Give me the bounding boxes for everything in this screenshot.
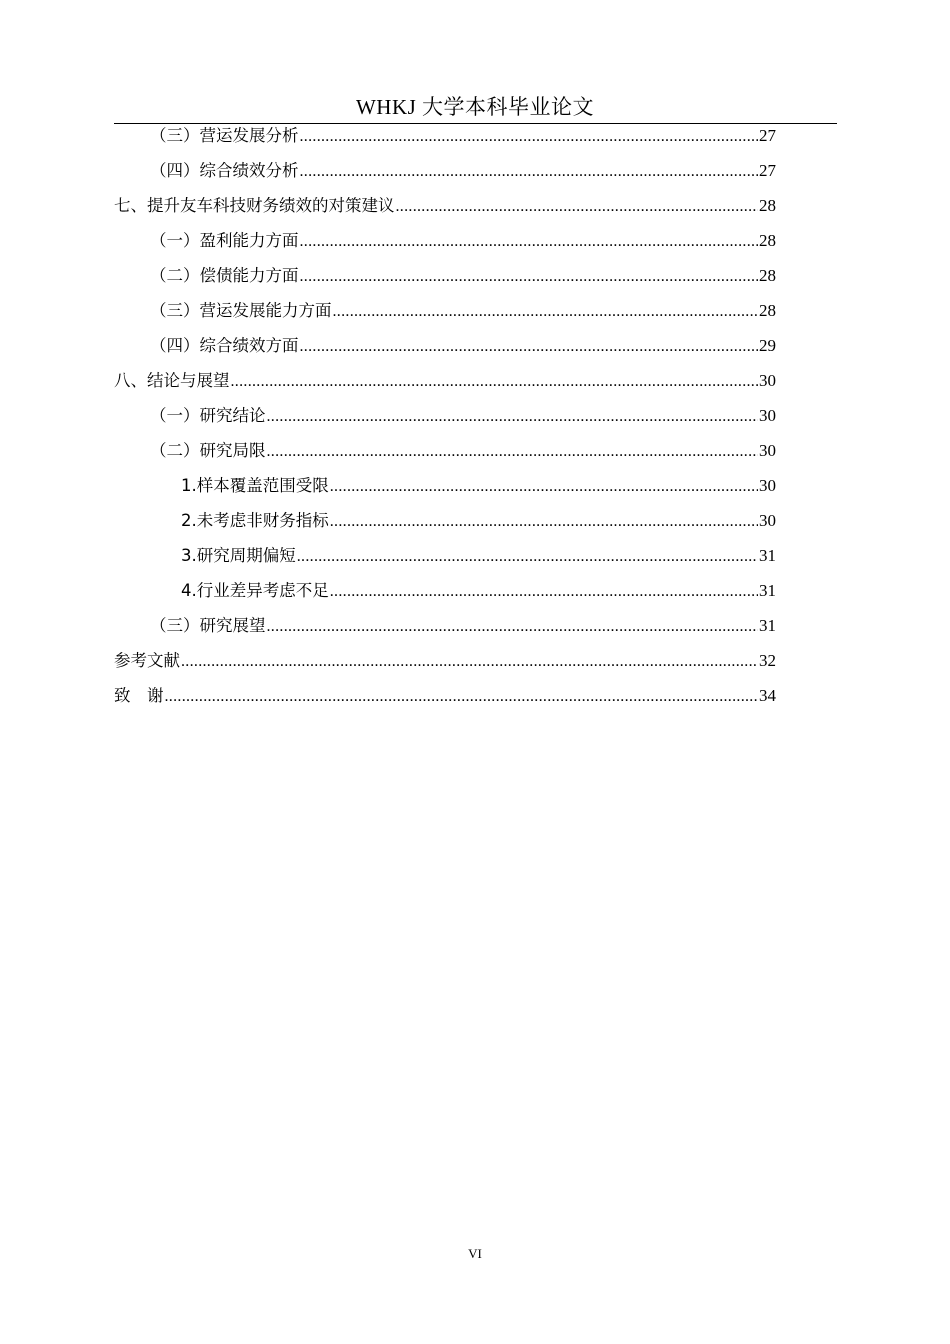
toc-entry-page: 27 — [759, 126, 776, 145]
toc-entry[interactable] — [114, 678, 776, 713]
running-header-title: WHKJ 大学本科毕业论文 — [355, 95, 595, 119]
toc-dot-leader — [165, 679, 759, 714]
toc-dot-leader — [300, 119, 759, 154]
toc-dot-leader — [333, 294, 759, 329]
toc-entry-page: 34 — [759, 686, 776, 705]
toc-entry-label: （四）综合绩效分析 — [150, 161, 299, 180]
toc-entry-page: 28 — [759, 196, 776, 215]
toc-entry-label: 致 谢 — [114, 686, 164, 705]
toc-dot-leader — [267, 434, 759, 469]
toc-dot-leader — [396, 189, 759, 224]
toc-entry-label: 八、结论与展望 — [114, 371, 230, 390]
toc-entry[interactable] — [114, 538, 776, 573]
toc-entry-page: 27 — [759, 161, 776, 180]
toc-entry[interactable] — [114, 398, 776, 433]
toc-entry-label: 1.样本覆盖范围受限 — [181, 476, 329, 495]
toc-entry-label: 3.研究周期偏短 — [181, 546, 296, 565]
toc-dot-leader — [300, 224, 759, 259]
toc-entry-label: （二）研究局限 — [150, 441, 266, 460]
toc-dot-leader — [267, 609, 759, 644]
toc-entry-page: 30 — [759, 371, 776, 390]
toc-entry[interactable] — [114, 153, 776, 188]
toc-dot-leader — [300, 329, 759, 364]
table-of-contents — [114, 118, 776, 713]
toc-entry[interactable] — [114, 223, 776, 258]
toc-entry-label: （四）综合绩效方面 — [150, 336, 299, 355]
toc-entry-label: （二）偿债能力方面 — [150, 266, 299, 285]
toc-entry-page: 28 — [759, 231, 776, 250]
page-number: VI — [468, 1246, 482, 1261]
toc-entry-label: 七、提升友车科技财务绩效的对策建议 — [114, 196, 395, 215]
toc-entry-page: 32 — [759, 651, 776, 670]
toc-entry-page: 28 — [759, 266, 776, 285]
toc-dot-leader — [297, 539, 758, 574]
toc-entry[interactable] — [114, 188, 776, 223]
toc-entry[interactable] — [114, 293, 776, 328]
toc-entry-label: （三）研究展望 — [150, 616, 266, 635]
toc-entry[interactable] — [114, 258, 776, 293]
toc-entry-page: 30 — [759, 441, 776, 460]
toc-entry-page: 30 — [759, 406, 776, 425]
toc-entry-label: 参考文献 — [114, 651, 180, 670]
toc-entry-label: （一）盈利能力方面 — [150, 231, 299, 250]
toc-entry[interactable] — [114, 328, 776, 363]
toc-entry[interactable] — [114, 608, 776, 643]
toc-entry[interactable] — [114, 503, 776, 538]
toc-entry-page: 31 — [759, 546, 776, 565]
toc-entry[interactable] — [114, 468, 776, 503]
toc-entry-label: 4.行业差异考虑不足 — [181, 581, 329, 600]
toc-entry-label: （一）研究结论 — [150, 406, 266, 425]
toc-dot-leader — [330, 574, 758, 609]
toc-entry-page: 30 — [759, 511, 776, 530]
toc-dot-leader — [231, 364, 759, 399]
toc-entry-page: 31 — [759, 581, 776, 600]
toc-dot-leader — [267, 399, 759, 434]
toc-dot-leader — [300, 259, 759, 294]
toc-entry[interactable] — [114, 433, 776, 468]
toc-entry-page: 30 — [759, 476, 776, 495]
toc-entry[interactable] — [114, 643, 776, 678]
toc-dot-leader — [330, 469, 758, 504]
toc-entry-label: 2.未考虑非财务指标 — [181, 511, 329, 530]
toc-entry[interactable] — [114, 118, 776, 153]
toc-entry-page: 31 — [759, 616, 776, 635]
toc-entry-label: （三）营运发展分析 — [150, 126, 299, 145]
toc-entry[interactable] — [114, 363, 776, 398]
toc-entry-page: 28 — [759, 301, 776, 320]
toc-dot-leader — [181, 644, 758, 679]
toc-dot-leader — [330, 504, 758, 539]
toc-dot-leader — [300, 154, 759, 189]
toc-entry-label: （三）营运发展能力方面 — [150, 301, 332, 320]
toc-entry-page: 29 — [759, 336, 776, 355]
toc-entry[interactable] — [114, 573, 776, 608]
